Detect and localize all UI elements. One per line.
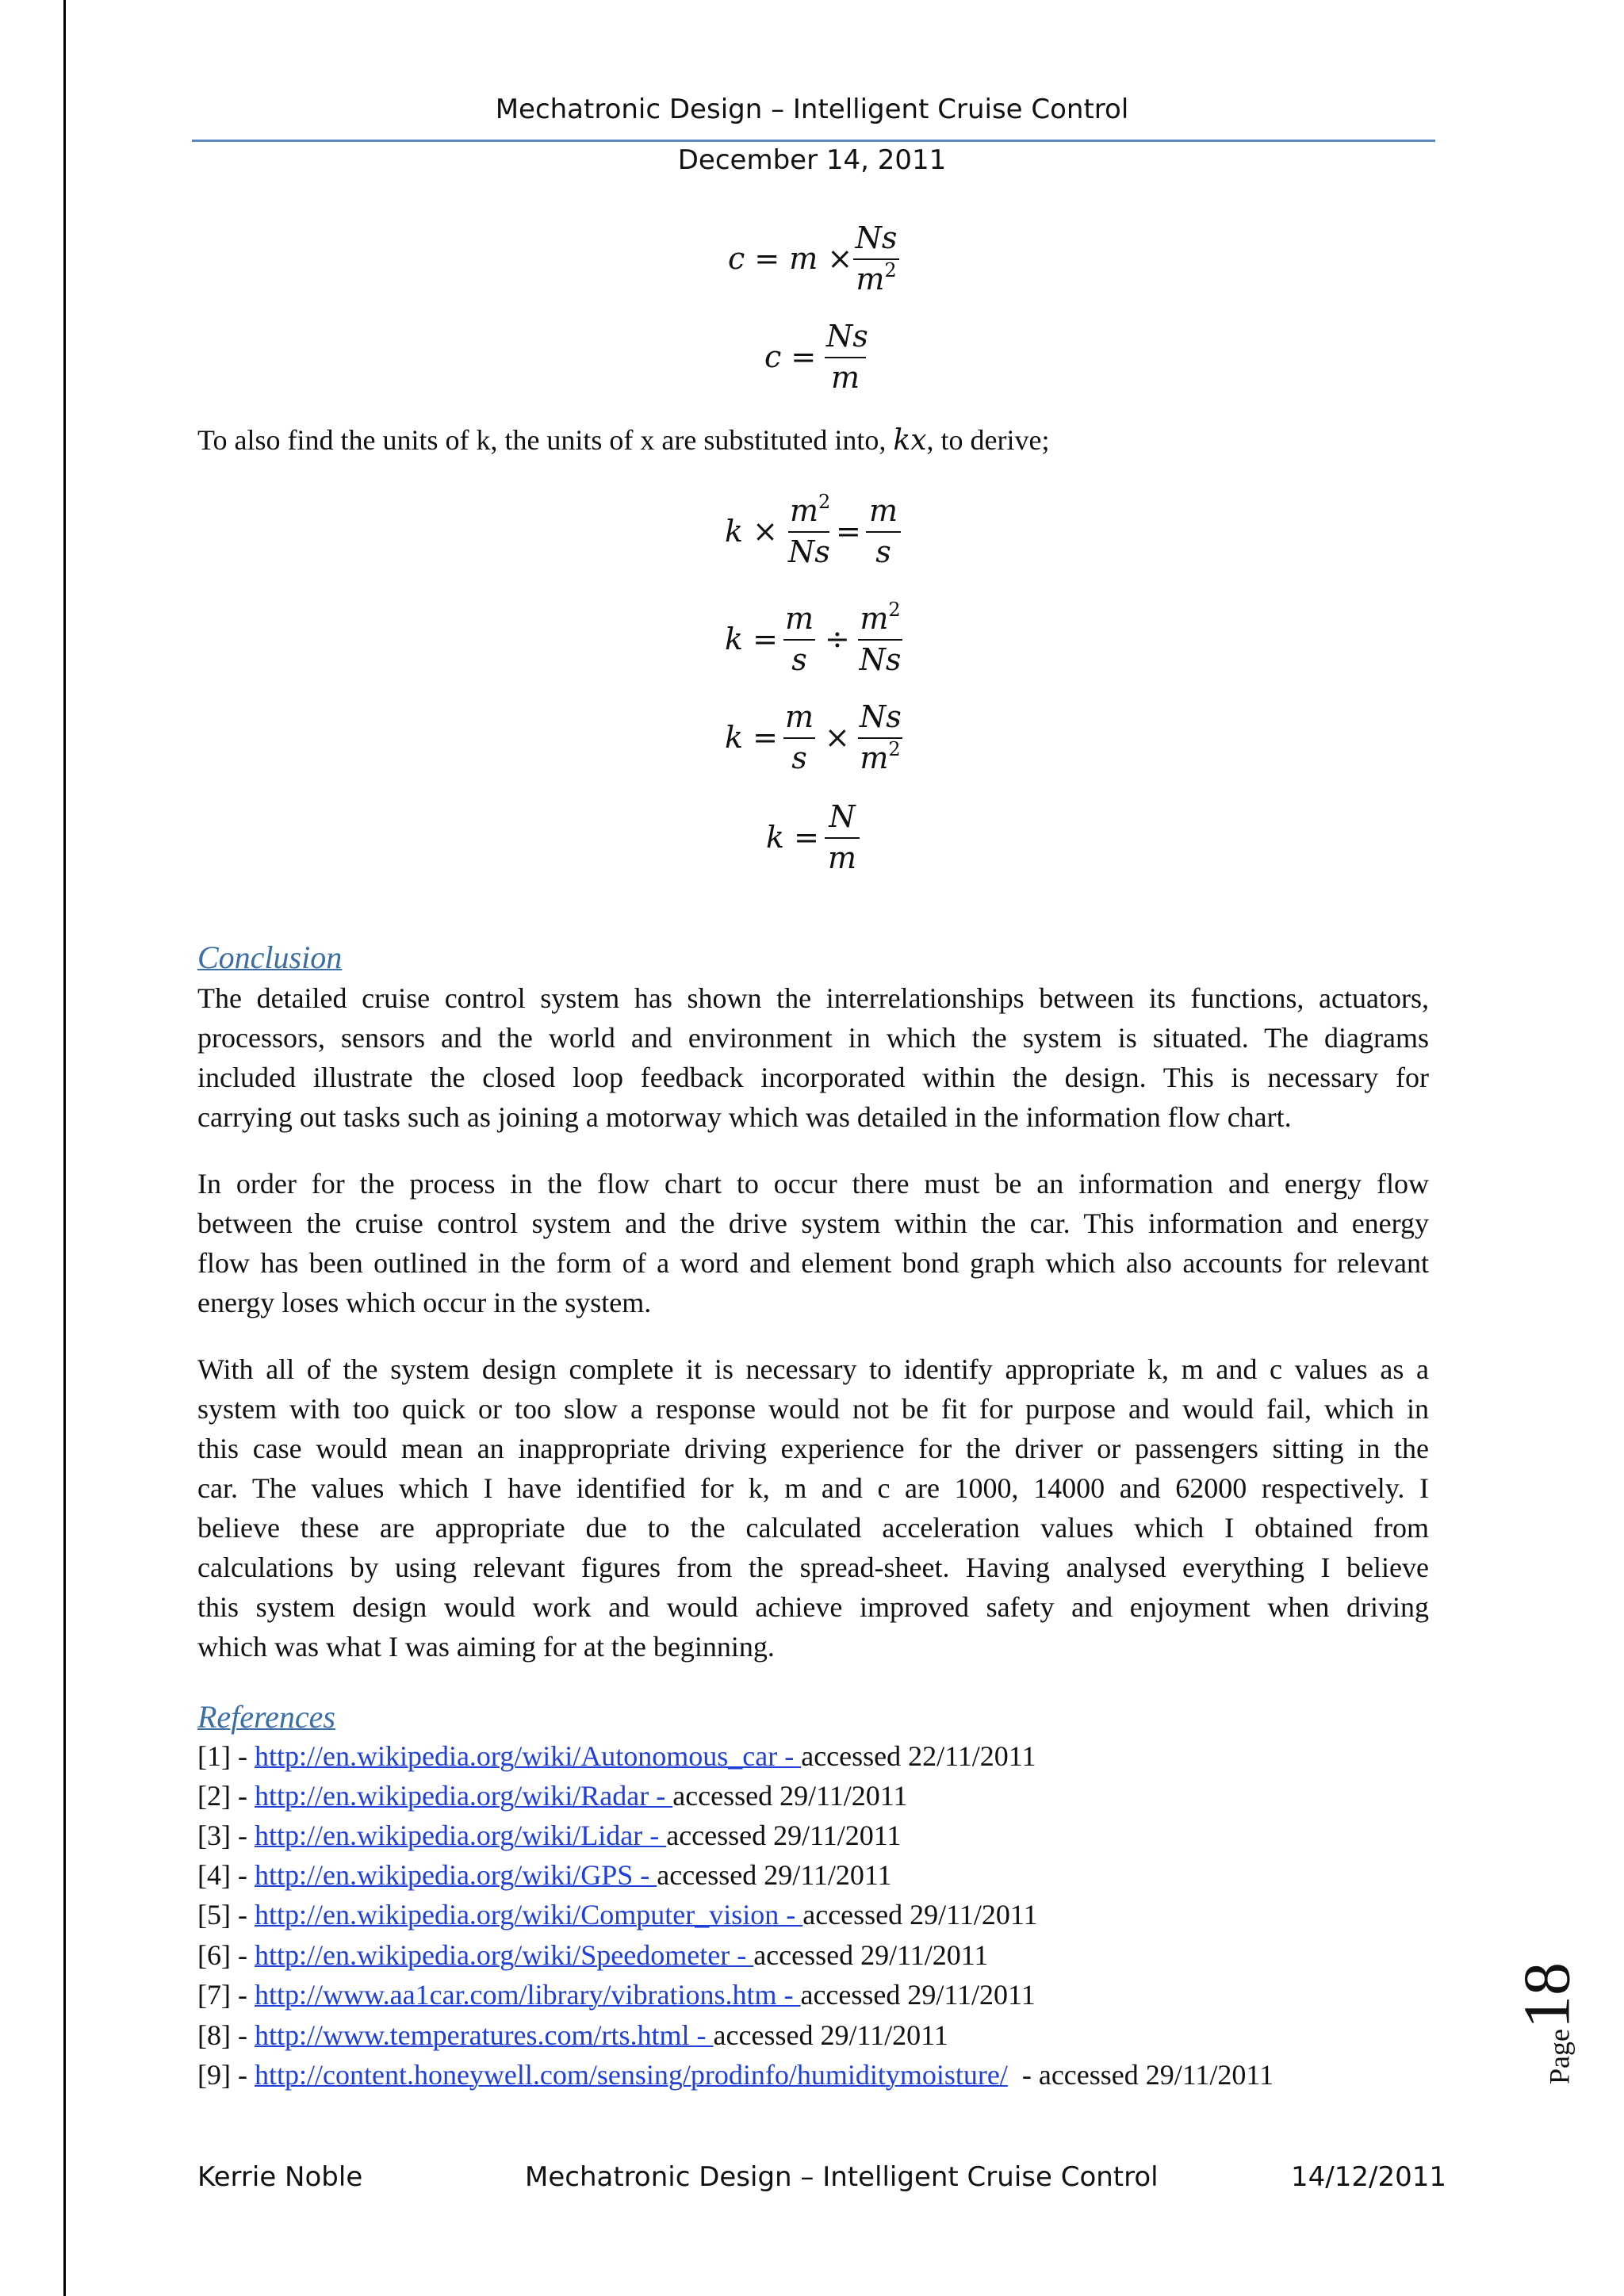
equation-6-k: k = bbox=[766, 820, 819, 855]
reference-item bbox=[197, 1739, 1036, 1779]
equation-3-num1: m bbox=[790, 493, 819, 528]
intro-math: kx bbox=[893, 424, 927, 457]
paragraph-line: energy loses which occur in the system. bbox=[197, 1287, 652, 1318]
reference-accessed: accessed 29/11/2011 bbox=[672, 1780, 908, 1812]
reference-number: [6] - bbox=[197, 1939, 255, 1971]
header-date: December 14, 2011 bbox=[677, 144, 947, 176]
paragraph-line: this case would mean an inappropriate driving experience for the driver or passengers sitting in the bbox=[197, 1433, 1429, 1464]
reference-item bbox=[197, 1858, 892, 1898]
reference-number: [3] - bbox=[197, 1820, 255, 1851]
equation-3-fraction-1 bbox=[788, 493, 829, 569]
equation-5-num2: Ns bbox=[860, 699, 902, 734]
conclusion-paragraph-2 bbox=[197, 1164, 1429, 1322]
paragraph-line: believe these are appropriate due to the calculated acceleration values which I obtained from bbox=[197, 1512, 1429, 1544]
equation-4-k: k = bbox=[725, 622, 778, 656]
reference-link[interactable]: http://www.aa1car.com/library/vibrations.htm - bbox=[254, 1979, 801, 2011]
reference-link[interactable]: http://en.wikipedia.org/wiki/Computer_vision - bbox=[254, 1899, 803, 1931]
paragraph-line: this system design would work and would achieve improved safety and enjoyment when driving bbox=[197, 1591, 1429, 1623]
intro-after: , to derive; bbox=[926, 424, 1050, 456]
references-heading: References bbox=[197, 1699, 335, 1735]
footer-title: Mechatronic Design – Intelligent Cruise Control bbox=[525, 2161, 1159, 2193]
reference-accessed: accessed 29/11/2011 bbox=[753, 1939, 989, 1971]
conclusion-paragraph-3 bbox=[197, 1349, 1429, 1667]
equation-4-num1: m bbox=[785, 601, 814, 636]
equation-3-equals: = bbox=[836, 514, 861, 549]
equation-2-fraction bbox=[825, 319, 866, 395]
left-margin-line bbox=[63, 0, 66, 2296]
intro-line bbox=[197, 420, 1387, 461]
paragraph-line: system with too quick or too slow a response would not be fit for purpose and would fail, which in bbox=[197, 1393, 1429, 1425]
reference-number: [4] - bbox=[197, 1859, 255, 1891]
equation-1-denominator: m bbox=[856, 262, 885, 297]
reference-item bbox=[197, 2019, 948, 2058]
reference-number: [8] - bbox=[197, 2019, 255, 2051]
equation-3-fraction-2 bbox=[866, 493, 901, 569]
equation-5-fraction-1 bbox=[783, 699, 815, 775]
equation-6-fraction bbox=[825, 799, 860, 875]
equation-1-numerator: Ns bbox=[855, 220, 898, 255]
reference-number: [7] - bbox=[197, 1979, 255, 2011]
paragraph-line: car. The values which I have identified for k, m and c are 1000, 14000 and 62000 respectively. I bbox=[197, 1472, 1429, 1504]
reference-item bbox=[197, 2058, 1274, 2098]
paragraph-line: between the cruise control system and the drive system within the car. This information and energy bbox=[197, 1207, 1429, 1239]
equation-4-num2: m bbox=[860, 601, 889, 636]
reference-item bbox=[197, 1779, 907, 1819]
equation-5-fraction-2 bbox=[858, 699, 902, 775]
header-title: Mechatronic Design – Intelligent Cruise Control bbox=[495, 94, 1129, 125]
equation-5-den1: s bbox=[791, 740, 807, 775]
paragraph-line: processors, sensors and the world and environment in which the system is situated. The diagrams bbox=[197, 1022, 1429, 1054]
reference-link[interactable]: http://www.temperatures.com/rts.html - bbox=[254, 2019, 714, 2051]
equation-1-lhs: c = m × bbox=[728, 241, 853, 276]
equation-6-denominator: m bbox=[827, 840, 857, 875]
paragraph-line: included illustrate the closed loop feedback incorporated within the design. This is necessary for bbox=[197, 1062, 1429, 1093]
reference-accessed: - accessed 29/11/2011 bbox=[1007, 2059, 1274, 2091]
paragraph-line: In order for the process in the flow chart to occur there must be an information and energy flow bbox=[197, 1168, 1429, 1200]
reference-link[interactable]: http://en.wikipedia.org/wiki/GPS - bbox=[254, 1859, 657, 1891]
footer-date: 14/12/2011 bbox=[1291, 2161, 1446, 2193]
paragraph-line: With all of the system design complete it is necessary to identify appropriate k, m and c values as a bbox=[197, 1353, 1429, 1385]
reference-number: [9] - bbox=[197, 2059, 255, 2091]
equation-3-den1: Ns bbox=[788, 534, 830, 569]
footer-author: Kerrie Noble bbox=[197, 2161, 363, 2193]
reference-item bbox=[197, 1938, 988, 1978]
equation-4-exponent: 2 bbox=[888, 599, 901, 621]
equation-4-divide: ÷ bbox=[825, 622, 850, 656]
equation-2-numerator: Ns bbox=[826, 319, 868, 354]
paragraph-line: The detailed cruise control system has shown the interrelationships between its functions, actuators, bbox=[197, 982, 1429, 1014]
reference-item bbox=[197, 1898, 1038, 1938]
reference-accessed: accessed 29/11/2011 bbox=[800, 1979, 1036, 2011]
equation-1-exponent: 2 bbox=[884, 259, 897, 281]
reference-link[interactable]: http://content.honeywell.com/sensing/prodinfo/humiditymoisture/ bbox=[254, 2059, 1008, 2091]
paragraph-line: calculations by using relevant figures from the spread-sheet. Having analysed everything I believe bbox=[197, 1552, 1429, 1583]
conclusion-paragraph-1 bbox=[197, 978, 1429, 1137]
equation-4-den1: s bbox=[791, 642, 807, 677]
reference-link[interactable]: http://en.wikipedia.org/wiki/Speedometer - bbox=[254, 1939, 754, 1971]
reference-number: [2] - bbox=[197, 1780, 255, 1812]
equation-1-fraction bbox=[853, 220, 899, 297]
equation-4-fraction-2 bbox=[858, 601, 902, 677]
reference-number: [5] - bbox=[197, 1899, 255, 1931]
equation-3-exponent: 2 bbox=[818, 491, 831, 513]
equation-4-fraction-1 bbox=[783, 601, 815, 677]
reference-accessed: accessed 22/11/2011 bbox=[801, 1740, 1036, 1772]
paragraph-line: flow has been outlined in the form of a word and element bond graph which also accounts for relevant bbox=[197, 1247, 1429, 1279]
equation-5-k: k = bbox=[725, 720, 778, 755]
reference-item bbox=[197, 1819, 901, 1858]
equation-5-den2: m bbox=[860, 740, 889, 775]
equation-2-denominator: m bbox=[830, 360, 860, 395]
intro-before: To also find the units of k, the units of x are substituted into, bbox=[197, 424, 894, 456]
equation-3-den2: s bbox=[875, 534, 891, 569]
reference-item bbox=[197, 1978, 1036, 2018]
equation-2-lhs: c = bbox=[764, 339, 817, 374]
page-number bbox=[1503, 1952, 1591, 2095]
reference-accessed: accessed 29/11/2011 bbox=[713, 2019, 948, 2051]
reference-link[interactable]: http://en.wikipedia.org/wiki/Lidar - bbox=[254, 1820, 667, 1851]
equation-3-k: k × bbox=[725, 514, 778, 549]
equation-6-numerator: N bbox=[829, 799, 856, 834]
header-rule bbox=[192, 140, 1435, 142]
equation-4-den2: Ns bbox=[859, 642, 902, 677]
equation-3-num2: m bbox=[868, 493, 898, 528]
equation-5-exponent: 2 bbox=[888, 738, 901, 760]
paragraph-line: which was what I was aiming for at the beginning. bbox=[197, 1631, 775, 1663]
page-word: Page bbox=[1543, 2029, 1576, 2084]
reference-link[interactable]: http://en.wikipedia.org/wiki/Radar - bbox=[254, 1780, 673, 1812]
reference-link[interactable]: http://en.wikipedia.org/wiki/Autonomous_car - bbox=[254, 1740, 802, 1772]
paragraph-line: carrying out tasks such as joining a motorway which was detailed in the information flow chart. bbox=[197, 1101, 1292, 1133]
reference-number: [1] - bbox=[197, 1740, 255, 1772]
equation-5-times: × bbox=[825, 720, 850, 755]
reference-accessed: accessed 29/11/2011 bbox=[666, 1820, 902, 1851]
reference-accessed: accessed 29/11/2011 bbox=[802, 1899, 1038, 1931]
equation-5-num1: m bbox=[785, 699, 814, 734]
page-number-value: 18 bbox=[1510, 1962, 1584, 2030]
reference-accessed: accessed 29/11/2011 bbox=[657, 1859, 892, 1891]
conclusion-heading: Conclusion bbox=[197, 939, 343, 975]
